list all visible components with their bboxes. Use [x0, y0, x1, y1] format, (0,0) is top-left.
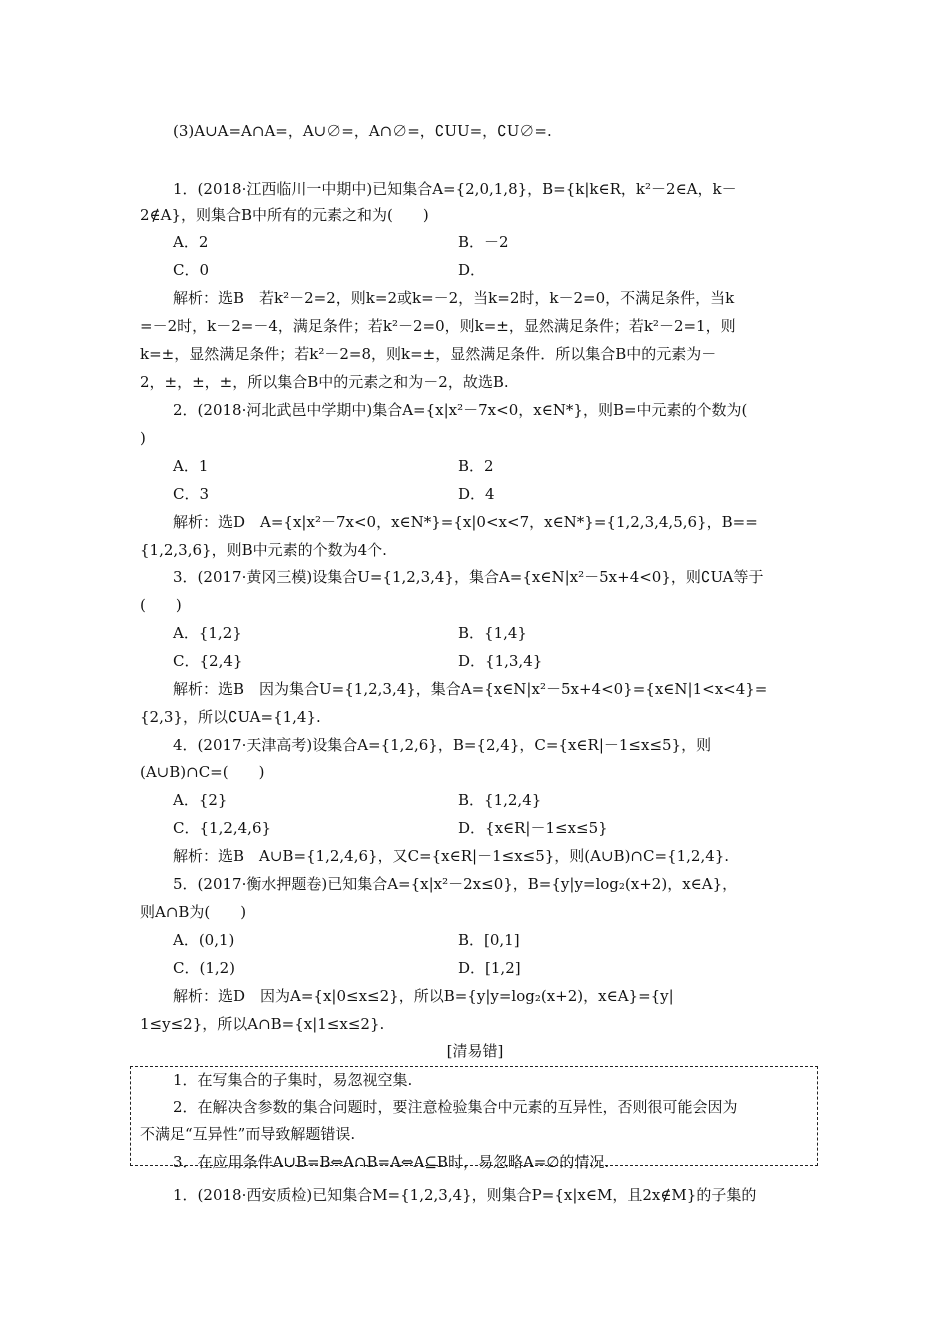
q5-option-a: A．(0,1)	[173, 931, 235, 949]
q2-stem-line: )	[140, 429, 146, 447]
q3-option-a: A．{1,2}	[173, 624, 242, 642]
q2-option-b: B．2	[458, 457, 494, 475]
box-line: 3．在应用条件A∪B=B⇔A∩B=A⇔A⊆B时，易忽略A=∅的情况.	[173, 1153, 610, 1171]
q5-analysis-line: 1≤y≤2}，所以A∩B={x|1≤x≤2}.	[140, 1015, 385, 1033]
q4-option-d: D．{x∈R|－1≤x≤5}	[458, 819, 608, 837]
q1-option-c: C．0	[173, 261, 210, 279]
q5-analysis-line: 解析：选D 因为A={x|0≤x≤2}，所以B={y|y=log₂(x+2)，x∈A}={y|	[173, 987, 674, 1005]
q1-analysis-line: 解析：选B 若k²－2=2，则k=2或k=－2，当k=2时，k－2=0，不满足条件，当k	[173, 289, 735, 307]
q3-option-d: D．{1,3,4}	[458, 652, 543, 670]
q3-stem-line: ( )	[140, 596, 182, 614]
box-line: 不满足“互异性”而导致解题错误.	[140, 1125, 356, 1143]
q1-analysis-line: =－2时，k－2=－4，满足条件；若k²－2=0，则k=±，显然满足条件；若k²－2=1，则	[140, 317, 736, 335]
q4-option-c: C．{1,2,4,6}	[173, 819, 272, 837]
q5-option-b: B．[0,1]	[458, 931, 520, 949]
section-title: [清易错]	[446, 1042, 504, 1060]
q4-analysis-line: 解析：选B A∪B={1,2,4,6}，又C={x∈R|－1≤x≤5}，则(A∪B)∩C={1,2,4}.	[173, 847, 730, 865]
q1-analysis-line: 2，±，±，±，所以集合B中的元素之和为－2，故选B.	[140, 373, 509, 391]
q2-stem-line: 2．(2018·河北武邑中学期中)集合A={x|x²－7x<0，x∈N*}，则B=中元素的个数为(	[173, 401, 748, 419]
q3-analysis-line: 解析：选B 因为集合U={1,2,3,4}，集合A={x∈N|x²－5x+4<0}={x∈N|1<x<4}=	[173, 680, 768, 698]
q4-stem-line: 4．(2017·天津高考)设集合A={1,2,6}，B={2,4}，C={x∈R|－1≤x≤5}，则	[173, 736, 712, 754]
box-line: 2．在解决含参数的集合问题时，要注意检验集合中元素的互异性，否则很可能会因为	[173, 1098, 738, 1116]
q1-stem-line: 1．(2018·江西临川一中期中)已知集合A={2,0,1,8}，B={k|k∈R，k²－2∈A，k－	[173, 180, 737, 198]
q2-analysis-line: {1,2,3,6}，则B中元素的个数为4个.	[140, 541, 387, 559]
q5-option-c: C．(1,2)	[173, 959, 236, 977]
q2-option-a: A．1	[173, 457, 209, 475]
q1-option-d: D．	[458, 261, 486, 279]
q3-analysis-line: {2,3}，所以∁UA={1,4}.	[140, 708, 321, 726]
last-question-line: 1．(2018·西安质检)已知集合M={1,2,3,4}，则集合P={x|x∈M，且2x∉M}的子集的	[173, 1186, 757, 1204]
formula-line: (3)A∪A=A∩A=，A∪∅=，A∩∅=，∁UU=，∁U∅=.	[173, 122, 552, 140]
q5-option-d: D．[1,2]	[458, 959, 521, 977]
q3-option-b: B．{1,4}	[458, 624, 527, 642]
q1-option-a: A．2	[173, 233, 209, 251]
q4-option-a: A．{2}	[173, 791, 228, 809]
q5-stem-line: 则A∩B为( )	[140, 903, 247, 921]
q1-analysis-line: k=±，显然满足条件；若k²－2=8，则k=±，显然满足条件．所以集合B中的元素为－	[140, 345, 717, 363]
q4-option-b: B．{1,2,4}	[458, 791, 542, 809]
q1-option-b: B．－2	[458, 233, 509, 251]
q2-option-c: C．3	[173, 485, 210, 503]
q3-stem-line: 3．(2017·黄冈三模)设集合U={1,2,3,4}，集合A={x∈N|x²－5x+4<0}，则∁UA等于	[173, 568, 764, 586]
q2-option-d: D．4	[458, 485, 495, 503]
q1-stem-line: 2∉A}，则集合B中所有的元素之和为( )	[140, 206, 429, 224]
q3-option-c: C．{2,4}	[173, 652, 243, 670]
q4-stem-line: (A∪B)∩C=( )	[140, 763, 265, 781]
box-line: 1．在写集合的子集时，易忽视空集.	[173, 1071, 413, 1089]
q2-analysis-line: 解析：选D A={x|x²－7x<0，x∈N*}={x|0<x<7，x∈N*}={1,2,3,4,5,6}，B==	[173, 513, 758, 531]
q5-stem-line: 5．(2017·衡水押题卷)已知集合A={x|x²－2x≤0}，B={y|y=log₂(x+2)，x∈A}，	[173, 875, 738, 893]
